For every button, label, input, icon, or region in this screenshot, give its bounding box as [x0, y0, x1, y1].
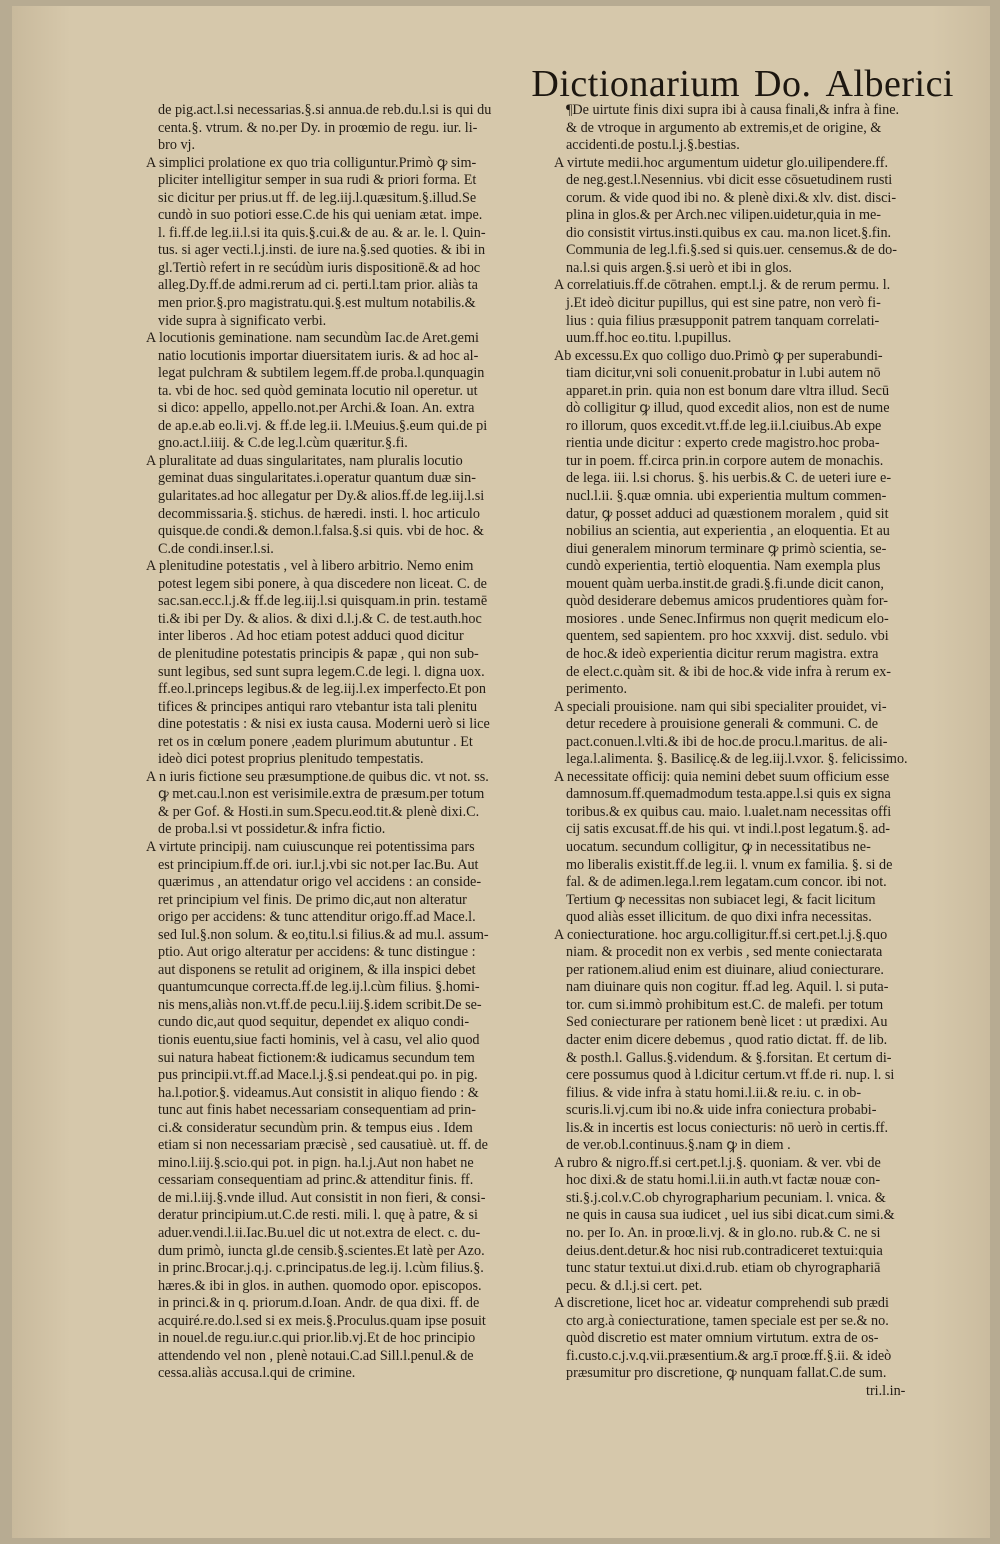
- text-line: de pig.act.l.si necessarias.§.si annua.de reb.du.l.si is qui du: [158, 102, 492, 118]
- text-line: de lega. iii. l.si chorus. §. his uerbis.& C. de ueteri iure e-: [566, 470, 892, 487]
- text-line: cundo dic,aut quod sequitur, dependet ex aliquo condi-: [158, 1014, 470, 1031]
- text-line: tionis euentu,siue facti hominis, vel à casu, vel alio quod: [158, 1031, 480, 1048]
- text-line: rientia unde dicitur : experto crede magistro.hoc proba-: [566, 435, 880, 452]
- text-line: centa.§. vtrum. & no.per Dy. in proœmio de regu. iur. li-: [158, 119, 478, 136]
- text-line: quantumcunque correcta.ff.de leg.ij.l.cùm filius. §.homi-: [158, 979, 480, 996]
- text-line: dacter enim dicere debemus , quod ratio dictat. ff. de lib.: [566, 1031, 888, 1048]
- text-line: A simplici prolatione ex quo tria colliguntur.Primò ꝙ sim-: [146, 154, 477, 171]
- text-line: accidenti.de postu.l.j.§.bestias.: [566, 137, 740, 154]
- text-line: decommissaria.§. stichus. de hæredi. insti. l. hoc articulo: [158, 505, 480, 522]
- text-line: Sed coniecturare per rationem benè licet : ut prædixi. Au: [566, 1014, 888, 1031]
- text-line: lius : quia filius præsupponit patrem tanquam correlati-: [566, 312, 880, 329]
- text-line: quentem, sed sapientem. pro hoc xxxvij. dist. sedulo. vbi: [566, 628, 889, 645]
- text-line: tor. cum si.immò prohibitum est.C. de malefi. per totum: [566, 996, 884, 1013]
- text-line: ha.l.potior.§. videamus.Aut consistit in aliquo fiendo : &: [158, 1084, 479, 1101]
- text-line: mosiores . unde Senec.Infirmus non quęrit medicum elo-: [566, 610, 889, 627]
- text-line: gl.Tertiò refert in re secúdùm iuris dispositionē.& ad hoc: [158, 259, 481, 276]
- text-line: dò colligitur ꝙ illud, quod excedit alios, non est de nume: [566, 400, 890, 417]
- text-line: tunc statur textui.ut dixi.d.rub. etiam ob chyrographariā: [566, 1260, 881, 1277]
- text-line: ꝙ met.cau.l.non est verisimile.extra de præsum.per totum: [158, 786, 485, 803]
- text-line: no. per Io. An. in proœ.li.vj. & in glo.no. rub.& C. ne si: [566, 1225, 881, 1241]
- text-line: niam. & procedit non ex verbis , sed mente coniectarata: [566, 944, 883, 961]
- text-line: & per Gof. & Hosti.in sum.Specu.eod.tit.& plenè dixi.C.: [158, 803, 480, 820]
- text-line: tus. si ager vecti.l.j.insti. de iure na.§.sed quoties. & ibi in: [158, 242, 486, 259]
- text-line: pecu. & d.l.j.si cert. pet.: [566, 1277, 703, 1294]
- text-line: origo per accidens: & tunc attenditur origo.ff.ad Mace.l.: [158, 909, 476, 926]
- text-line: uocatum. secundum colligitur, ꝙ in necessitatibus ne-: [566, 838, 871, 855]
- text-line: uum.ff.hoc eo.titu. l.pupillus.: [566, 330, 732, 347]
- text-line: ¶De uirtute finis dixi supra ibi à causa finali,& infra à fine.: [566, 102, 900, 118]
- text-line: aduer.vendi.l.ii.Iac.Bu.uel dic ut not.extra de elect. c. du-: [158, 1225, 481, 1241]
- text-line: ti.& ibi per Dy. & alios. & dixi d.l.j.& C. de test.auth.hoc: [158, 610, 482, 627]
- text-line: nucl.l.ii. §.quæ omnia. ubi experientia multum commen-: [566, 488, 887, 505]
- text-line: de ap.e.ab eo.li.vj. & ff.de leg.ii. l.Meuius.§.eum qui.de pi: [158, 417, 488, 434]
- text-line: cto arg.à coniecturatione, tamen speciale est per se.& no.: [566, 1312, 889, 1329]
- text-line: sunt legibus, sed sunt supra legem.C.de legi. l. digna uox.: [158, 663, 485, 680]
- text-line: mouent quàm uerba.instit.de gradi.§.fi.unde dicit canon,: [566, 575, 884, 592]
- text-line: pus principii.vt.ff.ad Mace.l.j.§.si pendeat.qui po. in pig.: [158, 1067, 478, 1084]
- text-line: de elect.c.quàm sit. & ibi de hoc.& vide infra à rerum ex-: [566, 663, 892, 680]
- text-line: sic dicitur per prius.ut ff. de leg.iij.l.quæsitum.§.illud.Se: [158, 189, 477, 206]
- text-line: & de vtroque in argumento ab extremis,et de origine, &: [566, 119, 882, 136]
- text-line: hoc dixi.& de statu homi.l.ii.in auth.vt factæ nouæ con-: [566, 1172, 881, 1189]
- text-line: & posth.l. Gallus.§.videndum. & §.forsitan. Et certum di-: [566, 1049, 892, 1066]
- text-line: sac.san.ecc.l.j.& ff.de leg.iij.l.si quisquam.in prin. testamē: [158, 593, 488, 610]
- text-line: in princ.Brocar.j.q.j. c.principatus.de leg.ij. l.cùm filius.§.: [158, 1260, 484, 1277]
- text-line: l. fi.ff.de leg.ii.l.si ita quis.§.cui.& de au. & ar. le. l. Quin-: [158, 224, 486, 241]
- text-line: per rationem.aliud enim est diuinare, aliud coniecturare.: [566, 961, 884, 978]
- text-line: detur recedere à prouisione generali & communi. C. de: [566, 716, 879, 733]
- text-line: corum. & vide quod ibi no. & plenè dixi.& xlv. dist. disci-: [566, 189, 897, 206]
- text-line: si dico: appello, appello.not.per Archi.& Ioan. An. extra: [158, 400, 475, 417]
- text-line: deratur principium.ut.C.de resti. mili. l. quę à patre, & si: [158, 1207, 478, 1224]
- text-line: acquiré.re.do.l.sed si ex meis.§.Proculus.quam ipse posuit: [158, 1312, 486, 1329]
- running-header: [531, 62, 954, 106]
- text-line: vide supra à significato verbi.: [158, 312, 327, 329]
- left-text-column: [146, 102, 550, 1383]
- text-line: in princi.& in q. priorum.d.Ioan. Andr. de qua dixi. ff. de: [158, 1295, 480, 1312]
- text-line: aut disponens se retulit ad originem, & illa inspici debet: [158, 961, 476, 978]
- text-line: ro illorum, quos excedit.vt.ff.de leg.ii.l.ciuibus.Ab expe: [566, 417, 882, 434]
- text-line: A n iuris fictione seu præsumptione.de quibus dic. vt not. ss.: [146, 768, 489, 785]
- text-line: A rubro & nigro.ff.si cert.pet.l.j.§. quoniam. & ver. vbi de: [554, 1154, 881, 1171]
- text-line: ptio. Aut origo alteratur per accidens: & tunc distingue :: [158, 944, 476, 961]
- header-title-word-2: Do.: [754, 63, 812, 105]
- text-line: nobilius an scientia, aut experientia , an eloquentia. Et au: [566, 523, 890, 540]
- text-line: men prior.§.pro magistratu.qui.§.est multum notabilis.&: [158, 295, 476, 312]
- text-line: tifices & principes antiqui raro vtebantur ista tali plenitu: [158, 698, 478, 715]
- text-line: quærimus , an attendatur origo vel accidens : an conside-: [158, 874, 482, 891]
- text-line: A speciali prouisione. nam qui sibi specialiter prouidet, vi-: [554, 698, 887, 715]
- text-line: cessa.aliàs accusa.l.qui de crimine.: [158, 1365, 356, 1382]
- text-line: A plenitudine potestatis , vel à libero arbitrio. Nemo enim: [146, 558, 474, 575]
- text-line: de ver.ob.l.continuus.§.nam ꝙ in diem .: [566, 1137, 791, 1154]
- text-line: A virtute medii.hoc argumentum uidetur glo.uilipendere.ff.: [554, 154, 888, 171]
- text-line: quòd desiderare debemus amicos prudentiores quàm for-: [566, 593, 888, 610]
- text-line: plina in glos.& per Arch.nec vilipen.uidetur,quia in me-: [566, 207, 882, 224]
- text-line: in nouel.de regu.iur.c.qui prior.lib.vj.Et de hoc principio: [158, 1330, 476, 1347]
- text-line: hæres.& ibi in glos. in authen. quomodo opor. episcopos.: [158, 1277, 482, 1294]
- text-line: A correlatiuis.ff.de cōtrahen. empt.l.j. & de rerum permu. l.: [554, 277, 891, 294]
- text-line: ne quis in causa sua iudicet , uel ius sibi dicat.cum simi.&: [566, 1207, 895, 1224]
- text-line: sti.§.j.col.v.C.ob chyrographarium pecuniam. l. vnica. &: [566, 1189, 886, 1206]
- text-line: ret os in cœlum ponere ,eadem plurimum abutuntur . Et: [158, 733, 473, 750]
- text-line: geminat duas singularitates.i.operatur quantum duæ sin-: [158, 470, 476, 487]
- catchword: tri.l.in-: [866, 1383, 906, 1399]
- text-line: cundò in suo potiori esse.C.de his qui ueniam ætat. impe.: [158, 207, 483, 224]
- text-line: cij satis excusat.ff.de his qui. vt indi.l.post legatum.§. ad-: [566, 821, 891, 838]
- text-line: A pluralitate ad duas singularitates, nam pluralis locutio: [146, 452, 463, 469]
- text-line: pliciter intelligitur semper in sua rudi & priori forma. Et: [158, 172, 477, 189]
- text-line: Ab excessu.Ex quo colligo duo.Primò ꝙ per superabundi-: [554, 347, 883, 364]
- text-line: ci.& consideratur secundùm prin. & tempus eius . Idem: [158, 1119, 473, 1136]
- text-line: gno.act.l.iiij. & C.de leg.l.cùm quæritur.§.fi.: [158, 435, 408, 452]
- text-line: ret principium vel finis. De primo dic,aut non alteratur: [158, 891, 467, 908]
- text-line: tunc aut finis habet necessariam consequentiam ad prin-: [158, 1102, 476, 1119]
- text-line: præsumitur pro discretione, ꝙ nunquam fallat.C.de sum.: [566, 1365, 887, 1382]
- text-line: cundò experientia, tertiò eloquentia. Nam exempla plus: [566, 558, 881, 575]
- text-line: na.l.si quis argen.§.si uerò et ibi in glos.: [566, 259, 792, 276]
- text-line: perimento.: [566, 681, 628, 698]
- text-line: Tertium ꝙ necessitas non subiacet legi, & facit licitum: [566, 891, 876, 908]
- text-line: tur in poem. ff.circa prin.in corpore autem de monachis.: [566, 452, 884, 469]
- text-line: nam diuinare quis non cogitur. ff.ad leg. Aquil. l. si puta-: [566, 979, 889, 996]
- text-line: sed Iul.§.non solum. & eo,titu.l.si filius.& ad mu.l. assum-: [158, 926, 489, 943]
- text-line: potest legem sibi ponere, à qua discedere non liceat. C. de: [158, 575, 487, 592]
- text-line: A coniecturatione. hoc argu.colligitur.ff.si cert.pet.l.j.§.quo: [554, 926, 888, 943]
- text-line: ta. vbi de hoc. sed quòd geminata locutio nil operetur. ut: [158, 382, 478, 399]
- text-line: quisque.de condi.& demon.l.falsa.§.si quis. vbi de hoc. &: [158, 523, 484, 540]
- text-line: inter liberos . Ad hoc etiam potest adduci quod dicitur: [158, 628, 464, 645]
- text-line: scuris.li.vj.cum ibi no.& uide infra coniectura probabi-: [566, 1102, 877, 1119]
- text-line: diui generalem minorum terminare ꝙ primò scientia, se-: [566, 540, 887, 557]
- text-line: fal. & de adimen.lega.l.rem legatam.cum concor. ibi not.: [566, 874, 887, 891]
- text-line: ideò dici potest proprius plenitudo tempestatis.: [158, 751, 424, 768]
- text-line: mo liberalis existit.ff.de leg.ii. l. vnum ex familia. §. si de: [566, 856, 893, 873]
- text-line: C.de condi.inser.l.si.: [158, 540, 274, 557]
- text-line: A necessitate officij: quia nemini debet suum officium esse: [554, 768, 890, 785]
- text-line: datur, ꝙ posset adduci ad quæstionem moralem , quid sit: [566, 505, 889, 522]
- text-line: quod aliàs esset illicitum. de quo dixi infra necessitas.: [566, 909, 872, 926]
- text-line: A locutionis geminatione. nam secundùm Iac.de Aret.gemi: [146, 330, 479, 347]
- text-line: cere possumus quod à l.dicitur certum.vt ff.de ri. nup. l. si: [566, 1067, 895, 1084]
- text-line: fi.custo.c.j.v.q.vii.præsentium.& arg.ī proœ.ff.§.ii. & ideò: [566, 1347, 892, 1364]
- header-title-word-1: Dictionarium: [531, 63, 741, 105]
- text-line: natio locutionis importar diuersitatem iuris. & ad hoc al-: [158, 347, 479, 364]
- text-line: A virtute principij. nam cuiuscunque rei potentissima pars: [146, 838, 475, 855]
- text-line: pact.conuen.l.vlti.& ibi de hoc.de procu.l.maritus. de ali-: [566, 733, 888, 750]
- text-line: apparet.in prin. quia non est bonum dare vltra illud. Secū: [566, 382, 890, 399]
- text-line: filius. & vide infra à statu homi.l.ii.& re.iu. c. in ob-: [566, 1084, 862, 1101]
- text-line: est principium.ff.de ori. iur.l.j.vbi sic not.per Iac.Bu. Aut: [158, 856, 479, 873]
- text-line: deius.dent.detur.& hoc nisi rub.contradiceret textui:quia: [566, 1242, 883, 1259]
- text-line: de plenitudine potestatis principis & papæ , qui non sub-: [158, 645, 479, 662]
- text-line: A discretione, licet hoc ar. videatur comprehendi sub prædi: [554, 1295, 889, 1312]
- right-text-column: [554, 102, 958, 1383]
- text-line: quòd discretio est mater omnium virtutum. extra de os-: [566, 1330, 879, 1347]
- text-line: legat pulchram & subtilem legem.ff.de proba.l.qunquagin: [158, 365, 485, 382]
- text-line: cessariam consequentiam ad princ.& attenditur finis. ff.: [158, 1172, 474, 1189]
- text-line: de neg.gest.l.Nesennius. vbi dicit esse cōsuetudinem rusti: [566, 172, 893, 189]
- text-line: lis.& in incertis est locus coniecturis: nō uerò in certis.ff.: [566, 1119, 889, 1136]
- header-title-word-3: Alberici: [825, 63, 954, 105]
- text-line: j.Et ideò dicitur pupillus, qui est sine patre, non verò fi-: [566, 295, 881, 312]
- text-line: dine potestatis : & nisi ex iusta causa. Moderni uerò si lice: [158, 716, 490, 733]
- text-line: bro vj.: [158, 137, 196, 154]
- text-line: alleg.Dy.ff.de admi.rerum ad ci. perti.l.tam prior. aliàs ta: [158, 277, 478, 294]
- text-line: de proba.l.si vt possidetur.& infra fictio.: [158, 821, 386, 838]
- text-line: nis mens,aliàs non.vt.ff.de pecu.l.iij.§.idem scribit.De se-: [158, 996, 482, 1013]
- text-line: ff.eo.l.princeps legibus.& de leg.iij.l.ex imperfecto.Et pon: [158, 681, 486, 698]
- text-line: sui natura habeat fictionem:& iudicamus secundum tem: [158, 1049, 475, 1066]
- text-line: Communia de leg.l.fi.§.sed si quis.uer. censemus.& de do-: [566, 242, 897, 259]
- text-line: mino.l.iij.§.scio.qui pot. in pign. ha.l.j.Aut non habet ne: [158, 1154, 474, 1171]
- text-line: etiam si non necessariam præcisè , sed causatiuè. ut. ff. de: [158, 1137, 488, 1154]
- text-line: lega.l.alimenta. §. Basilicę.& de leg.iij.l.vxor. §. felicissimo.: [566, 751, 908, 768]
- text-line: dio consistit virtus.insti.quibus ex cau. ma.non licet.§.fin.: [566, 224, 892, 241]
- text-line: de mi.l.iij.§.vnde illud. Aut consistit in non fieri, & consi-: [158, 1189, 486, 1206]
- text-line: dum primò, iuncta gl.de censib.§.scientes.Et latè per Azo.: [158, 1242, 485, 1259]
- text-line: attendendo vel non , plenè notaui.C.ad Sill.l.penul.& de: [158, 1347, 474, 1364]
- text-line: tiam dicitur,vni soli conuenit.probatur in l.ubi autem nō: [566, 365, 881, 382]
- text-line: gularitates.ad hoc allegatur per Dy.& alios.ff.de leg.iij.l.si: [158, 488, 485, 505]
- text-line: toribus.& ex quibus cau. maio. l.ualet.nam necessitas offi: [566, 803, 892, 820]
- text-line: de hoc.& ideò experientia dicitur rerum magistra. extra: [566, 645, 879, 662]
- text-line: damnosum.ff.quemadmodum testa.appe.l.si quis ex signa: [566, 786, 891, 803]
